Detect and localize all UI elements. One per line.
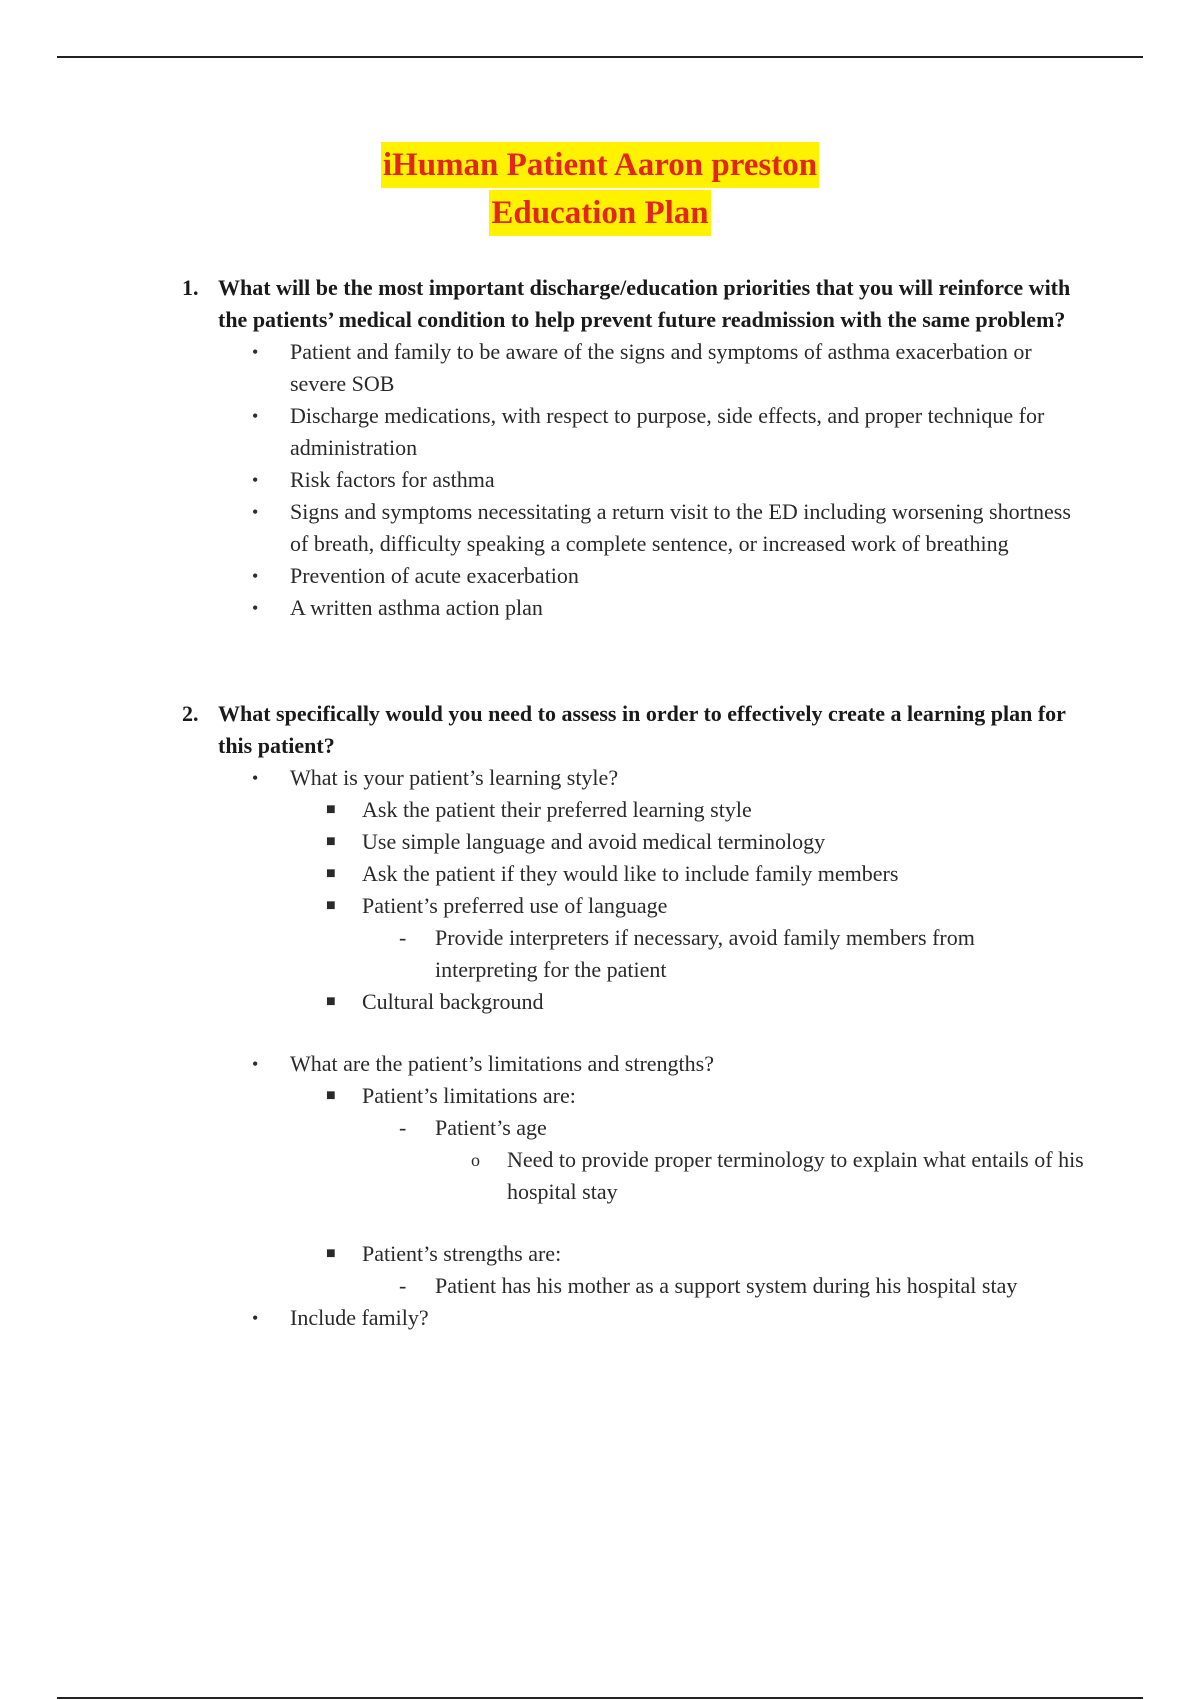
dash-bullet-icon: -: [399, 925, 407, 950]
question-1-text: What will be the most important discharge/education priorities that you will reinforce with the patients’ medical condition to help prevent future readmission with the same problem?: [218, 275, 1071, 332]
question-2-text: What specifically would you need to assess in order to effectively create a learning plan for this patient?: [218, 701, 1066, 758]
bullet-icon: •: [252, 1308, 259, 1328]
list-item: [252, 464, 1090, 496]
list-item-text: Signs and symptoms necessitating a return visit to the ED including worsening shortness of breath, difficulty speaking a complete sentence, or increased work of breathing: [290, 499, 1071, 556]
list-item: [252, 592, 1090, 624]
bullet-icon: •: [252, 768, 259, 788]
bullet-icon: •: [252, 342, 259, 362]
list-item: [326, 826, 1082, 858]
list-item: [252, 1302, 1090, 1334]
list-item: [252, 400, 1090, 464]
list-item: [399, 1270, 1075, 1302]
list-item-text: Use simple language and avoid medical terminology: [362, 829, 826, 854]
list-item-text: Ask the patient if they would like to include family members: [362, 861, 899, 886]
question-2: [182, 698, 1098, 762]
list-item: [399, 922, 1075, 986]
square-bullet-icon: ■: [326, 993, 336, 1010]
list-item: [326, 858, 1082, 890]
list-item: [326, 1080, 1082, 1112]
document-body: [0, 272, 1200, 1334]
list-item-text: Provide interpreters if necessary, avoid family members from interpreting for the patient: [435, 925, 975, 982]
spacer: [0, 624, 1200, 698]
list-item-text: Patient and family to be aware of the signs and symptoms of asthma exacerbation or severe SOB: [290, 339, 1032, 396]
square-bullet-icon: ■: [326, 833, 336, 850]
list-item-text: Patient’s limitations are:: [362, 1083, 576, 1108]
list-item: [252, 560, 1090, 592]
list-item-text: Include family?: [290, 1305, 429, 1330]
question-1: [182, 272, 1098, 336]
document-title: [0, 142, 1200, 238]
list-item: [252, 496, 1090, 560]
square-bullet-icon: ■: [326, 1087, 336, 1104]
list-item: [399, 1112, 1075, 1144]
list-item: [252, 762, 1090, 794]
list-item-text: Need to provide proper terminology to explain what entails of his hospital stay: [507, 1147, 1084, 1204]
list-item-text: Discharge medications, with respect to purpose, side effects, and proper technique for administration: [290, 403, 1045, 460]
list-item-text: What are the patient’s limitations and strengths?: [290, 1051, 714, 1076]
list-item-text: Prevention of acute exacerbation: [290, 563, 579, 588]
spacer: [0, 1018, 1200, 1048]
square-bullet-icon: ■: [326, 865, 336, 882]
list-item: [326, 794, 1082, 826]
dash-bullet-icon: -: [399, 1115, 407, 1140]
list-item-text: Patient has his mother as a support system during his hospital stay: [435, 1273, 1018, 1298]
list-item: [326, 1238, 1082, 1270]
list-item-text: Cultural background: [362, 989, 544, 1014]
title-line-1: iHuman Patient Aaron preston: [381, 142, 819, 188]
list-item: [252, 1048, 1090, 1080]
circle-bullet-icon: o: [471, 1150, 480, 1170]
bullet-icon: •: [252, 1054, 259, 1074]
list-item: [252, 336, 1090, 400]
square-bullet-icon: ■: [326, 1245, 336, 1262]
list-item-text: Patient’s strengths are:: [362, 1241, 562, 1266]
list-item: [326, 986, 1082, 1018]
spacer: [0, 1208, 1200, 1238]
list-item-text: Risk factors for asthma: [290, 467, 495, 492]
title-line-2: Education Plan: [489, 190, 710, 236]
bottom-rule: [57, 1697, 1143, 1699]
question-1-number: 1.: [182, 275, 199, 300]
list-item-text: A written asthma action plan: [290, 595, 543, 620]
list-item: [471, 1144, 1087, 1208]
bullet-icon: •: [252, 406, 259, 426]
bullet-icon: •: [252, 470, 259, 490]
dash-bullet-icon: -: [399, 1273, 407, 1298]
square-bullet-icon: ■: [326, 897, 336, 914]
bullet-icon: •: [252, 598, 259, 618]
list-item-text: Ask the patient their preferred learning style: [362, 797, 752, 822]
list-item-text: Patient’s age: [435, 1115, 547, 1140]
list-item-text: What is your patient’s learning style?: [290, 765, 619, 790]
list-item: [326, 890, 1082, 922]
bullet-icon: •: [252, 502, 259, 522]
question-2-number: 2.: [182, 701, 199, 726]
top-rule: [57, 56, 1143, 58]
bullet-icon: •: [252, 566, 259, 586]
square-bullet-icon: ■: [326, 801, 336, 818]
list-item-text: Patient’s preferred use of language: [362, 893, 668, 918]
